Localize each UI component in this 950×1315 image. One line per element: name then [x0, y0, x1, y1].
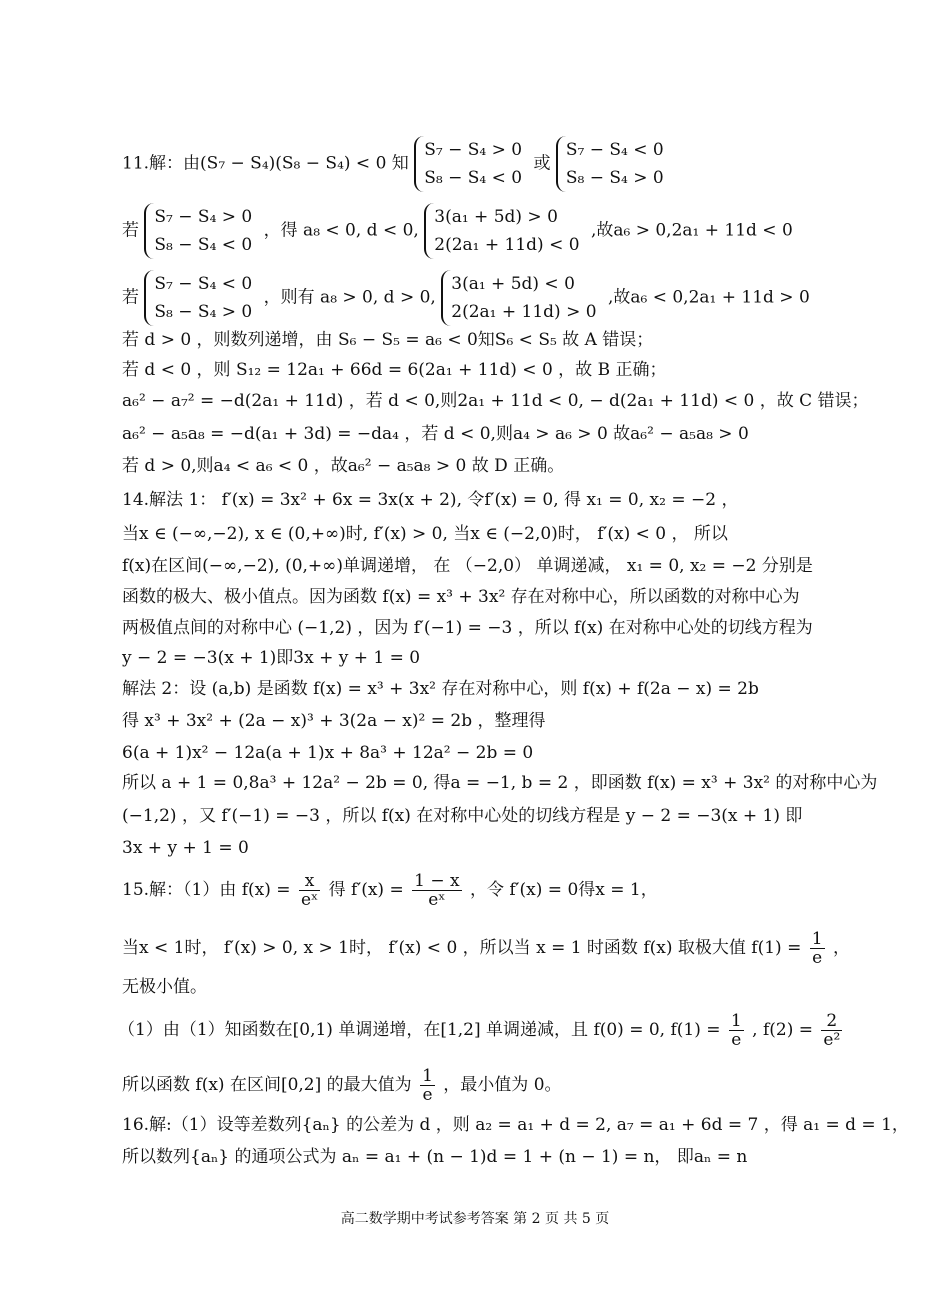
q14-line-2: 当x ∈ (−∞,−2), x ∈ (0,+∞)时, f′(x) > 0, 当x ∈ (−2,0)时， f′(x) < 0 ， 所以	[122, 524, 728, 544]
q11-intro: 11.解：由(S₇ − S₄)(S₈ − S₄) < 0 知	[122, 153, 409, 174]
fraction-derivative: $\frac{1 - x}{\text{eˣ}}$	[414, 871, 460, 910]
q15-line-2: 当x < 1时， f′(x) > 0, x > 1时， f′(x) < 0 ，所以当 x = 1 时函数 f(x) 取极大值 f(1) = $\frac{1}{e}$ ，	[122, 929, 850, 968]
fraction-1-over-e-c: $\frac{1}{e}$	[422, 1066, 433, 1105]
or-text: 或	[533, 153, 551, 174]
q14-line-8: 得 x³ + 3x² + (2a − x)³ + 3(2a − x)² = 2b ，整理得	[122, 711, 546, 731]
q11-line-2: 若 S₇ − S₄ > 0 S₈ − S₄ < 0 ，得 a₈ < 0, d < 0, 3(a₁ + 5d) > 0 2(2a₁ + 11d) < 0 ,故a₆ > 0,2a₁ + 11d < 0	[122, 203, 870, 259]
system-b: S₇ − S₄ < 0 S₈ − S₄ > 0	[556, 136, 670, 192]
q14-line-11: (−1,2) ，又 f′(−1) = −3 ，所以 f(x) 在对称中心处的切线方程是 y − 2 = −3(x + 1) 即	[122, 806, 803, 826]
page-footer: 高二数学期中考试参考答案 第 2 页 共 5 页	[340, 1211, 610, 1227]
q14-line-7: 解法 2：设 (a,b) 是函数 f(x) = x³ + 3x² 存在对称中心，则 f(x) + f(2a − x) = 2b	[122, 679, 759, 699]
q16-line-1: 16.解:（1）设等差数列{aₙ} 的公差为 d ，则 a₂ = a₁ + d = 2, a₇ = a₁ + 6d = 7 ，得 a₁ = d = 1，	[122, 1115, 909, 1135]
q15-line-5: 所以函数 f(x) 在区间[0,2] 的最大值为 $\frac{1}{e}$ ，最小值为 0。	[122, 1066, 562, 1105]
system-d: 3(a₁ + 5d) < 0 2(2a₁ + 11d) > 0	[441, 270, 602, 326]
fraction-2-over-e2: $\frac{2}{\text{e²}}$	[823, 1011, 841, 1050]
system-a: S₇ − S₄ > 0 S₈ − S₄ < 0	[414, 136, 528, 192]
fraction-x-over-e-x: $\frac{x}{\text{eˣ}}$	[300, 871, 319, 910]
q14-line-10: 所以 a + 1 = 0,8a³ + 12a² − 2b = 0, 得a = −1, b = 2 ，即函数 f(x) = x³ + 3x² 的对称中心为	[122, 773, 878, 793]
system-b-repeat: S₇ − S₄ < 0 S₈ − S₄ > 0	[144, 270, 258, 326]
q16-line-2: 所以数列{aₙ} 的通项公式为 aₙ = a₁ + (n − 1)d = 1 + (n − 1) = n， 即aₙ = n	[122, 1147, 748, 1167]
q11-line-1	[122, 136, 870, 192]
q14-line-3: f(x)在区间(−∞,−2), (0,+∞)单调递增， 在 （−2,0） 单调递减， x₁ = 0, x₂ = −2 分别是	[122, 556, 813, 576]
q14-line-5: 两极值点间的对称中心 (−1,2) ，因为 f′(−1) = −3 ，所以 f(x) 在对称中心处的切线方程为	[122, 618, 813, 638]
q14-line-12: 3x + y + 1 = 0	[122, 838, 249, 858]
q11-line-4: 若 d > 0 ，则数列递增，由 S₆ − S₅ = a₆ < 0知S₆ < S₅ 故 A 错误；	[122, 330, 654, 350]
q14-line-9: 6(a + 1)x² − 12a(a + 1)x + 8a³ + 12a² − 2b = 0	[122, 743, 534, 763]
q11-line-7: a₆² − a₅a₈ = −d(a₁ + 3d) = −da₄ ，若 d < 0,则a₄ > a₆ > 0 故a₆² − a₅a₈ > 0	[122, 424, 749, 444]
q14-line-1: 14.解法 1： f′(x) = 3x² + 6x = 3x(x + 2), 令f′(x) = 0, 得 x₁ = 0, x₂ = −2 ，	[122, 490, 739, 510]
q14-line-4: 函数的极大、极小值点。因为函数 f(x) = x³ + 3x² 存在对称中心，所以函数的对称中心为	[122, 587, 800, 607]
system-c: 3(a₁ + 5d) > 0 2(2a₁ + 11d) < 0	[424, 203, 585, 259]
q15-line-3: 无极小值。	[122, 977, 207, 997]
q11-line-3: 若 S₇ − S₄ < 0 S₈ − S₄ > 0 ，则有 a₈ > 0, d > 0, 3(a₁ + 5d) < 0 2(2a₁ + 11d) > 0 ,故a₆ < 0,2a₁ + 11d > 0	[122, 270, 870, 326]
q15-line-4: （1）由（1）知函数在[0,1) 单调递增，在[1,2] 单调递减，且 f(0) = 0, f(1) = $\frac{1}{e}$ , f(2) = $\frac{2}{\text{e²}}$	[118, 1011, 841, 1050]
q14-line-6: y − 2 = −3(x + 1)即3x + y + 1 = 0	[122, 648, 421, 668]
fraction-1-over-e: $\frac{1}{e}$	[811, 929, 823, 968]
q15-line-1: 15.解：（1）由 f(x) = $\frac{x}{\text{eˣ}}$ 得 f′(x) = $\frac{1 - x}{\text{eˣ}}$ ，令 f′(x) = 0得x = 1，	[122, 871, 658, 910]
q11-line-5: 若 d < 0 ，则 S₁₂ = 12a₁ + 66d = 6(2a₁ + 11d) < 0 ，故 B 正确；	[122, 360, 667, 380]
system-a-repeat: S₇ − S₄ > 0 S₈ − S₄ < 0	[144, 203, 258, 259]
q11-line-6: a₆² − a₇² = −d(2a₁ + 11d) ，若 d < 0,则2a₁ + 11d < 0, − d(2a₁ + 11d) < 0 ，故 C 错误；	[122, 391, 869, 411]
q11-line-8: 若 d > 0,则a₄ < a₆ < 0 ，故a₆² − a₅a₈ > 0 故 D 正确。	[122, 456, 565, 476]
fraction-1-over-e-b: $\frac{1}{e}$	[730, 1011, 742, 1050]
